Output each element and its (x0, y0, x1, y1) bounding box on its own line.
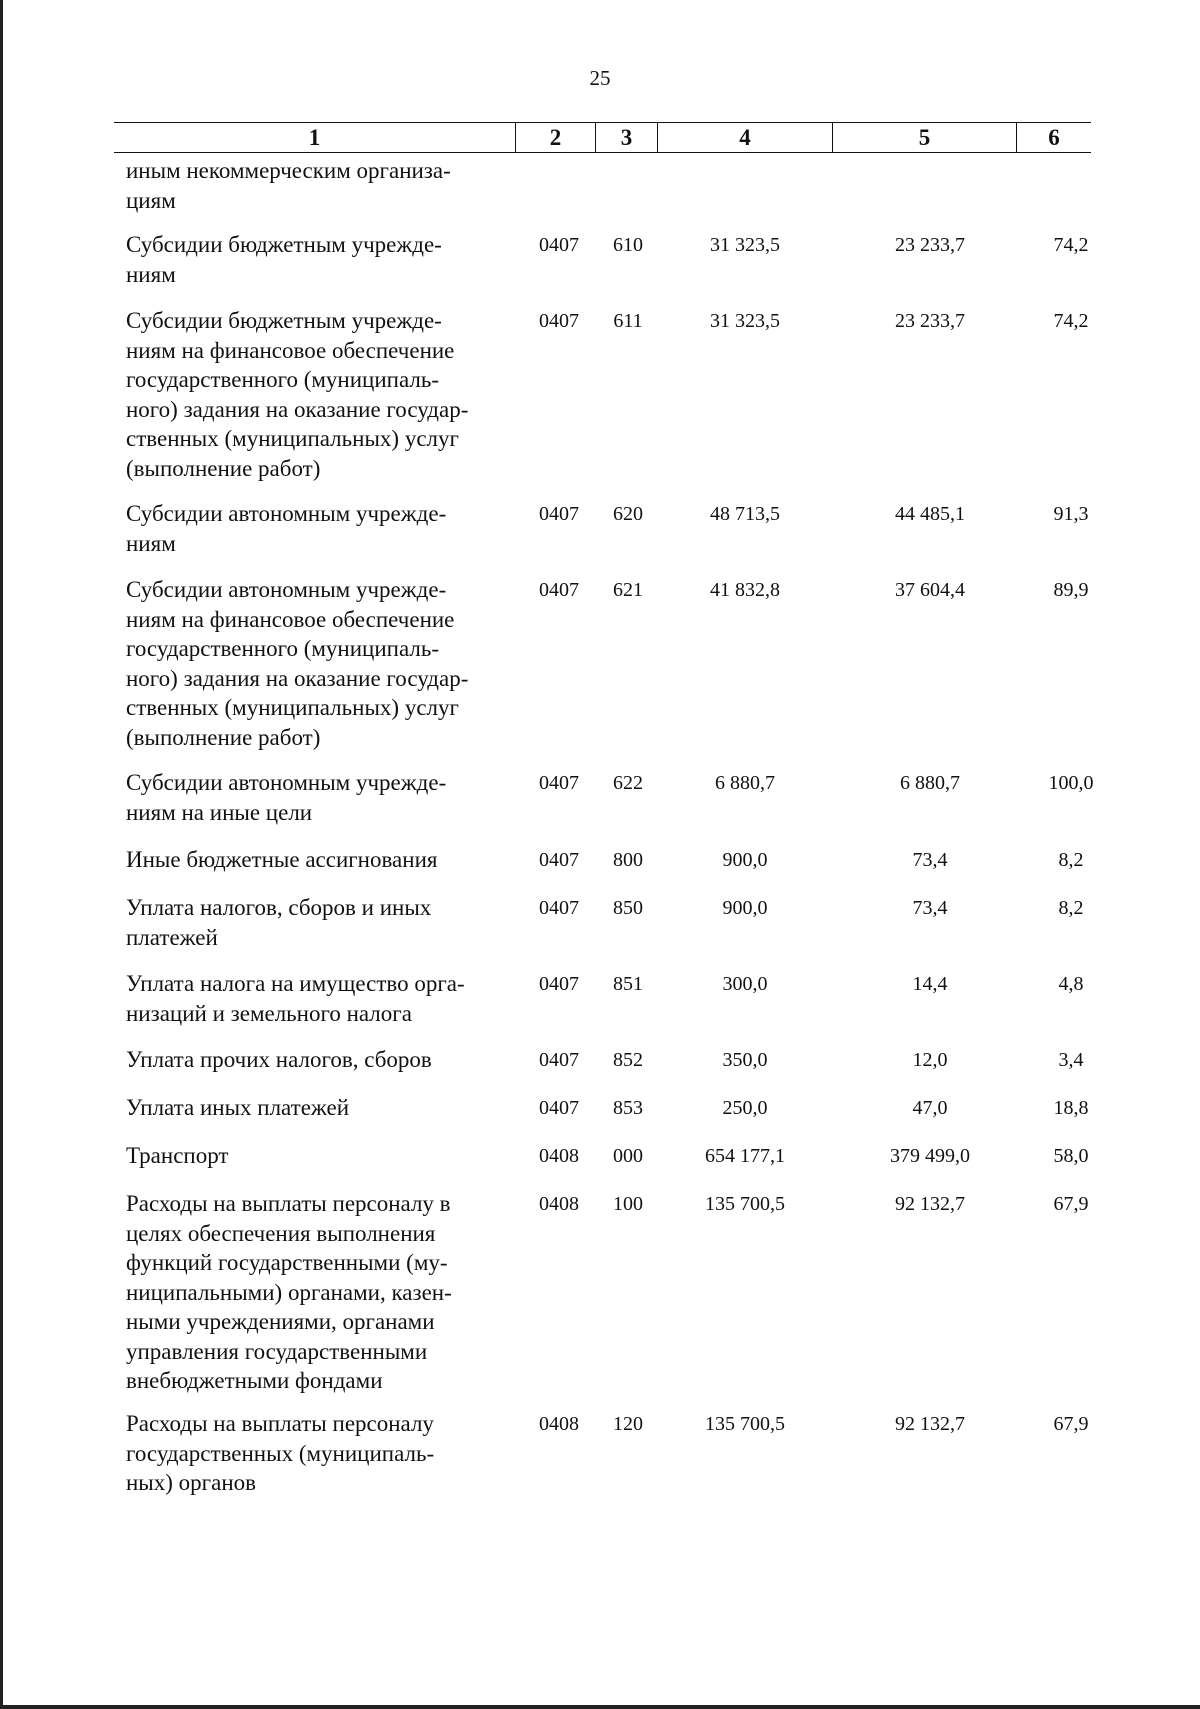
cell-col-4: 31 323,5 (710, 310, 780, 332)
cell-col-2: 0407 (539, 1097, 579, 1119)
cell-col-5: 73,4 (912, 849, 948, 871)
cell-col-3: 611 (613, 310, 643, 332)
cell-col-6: 4,8 (1058, 973, 1084, 995)
description-line: Уплата налогов, сборов и иных (126, 895, 432, 920)
cell-col-6: 67,9 (1053, 1193, 1089, 1215)
cell-col-3: 800 (613, 849, 643, 871)
cell-col-3: 850 (613, 897, 643, 919)
cell-col-4: 654 177,1 (705, 1145, 785, 1167)
description-line: управления государственными (126, 1338, 428, 1364)
description-line: целях обеспечения выполнения (126, 1220, 436, 1246)
description-line: ного) задания на оказание государ- (126, 396, 469, 422)
cell-col-3: 000 (613, 1145, 643, 1167)
description-line: функций государственными (му- (126, 1250, 448, 1275)
description-line: Субсидии автономным учрежде- (126, 501, 447, 526)
description-line: Расходы на выплаты персоналу (126, 1411, 434, 1436)
description-line: Иные бюджетные ассигнования (126, 847, 438, 872)
description-line: циям (126, 187, 176, 213)
cell-col-3: 621 (613, 579, 643, 601)
cell-col-6: 100,0 (1048, 772, 1094, 794)
row-description (126, 845, 507, 875)
description-line: ственных (муниципальных) услуг (126, 426, 459, 451)
description-line: ниям на финансовое обеспечение (126, 606, 455, 632)
description-line: ниям (126, 530, 176, 556)
row-description (126, 768, 507, 827)
scan-left-edge (0, 0, 3, 1709)
cell-col-6: 3,4 (1058, 1049, 1084, 1071)
description-line: ниям на иные цели (126, 799, 313, 825)
cell-col-2: 0407 (539, 310, 579, 332)
cell-col-3: 620 (613, 503, 643, 525)
cell-col-2: 0408 (539, 1413, 579, 1435)
description-line: Субсидии автономным учрежде- (126, 770, 447, 795)
cell-col-4: 300,0 (722, 973, 768, 995)
cell-col-4: 31 323,5 (710, 234, 780, 256)
row-description (126, 1409, 507, 1498)
description-line: Уплата прочих налогов, сборов (126, 1047, 432, 1072)
header-col-2: 2 (549, 125, 562, 150)
table-header (114, 122, 1091, 153)
cell-col-2: 0407 (539, 973, 579, 995)
row-description (126, 575, 507, 752)
row-description (126, 1093, 507, 1123)
cell-col-6: 89,9 (1053, 579, 1089, 601)
description-line: государственного (муниципаль- (126, 367, 440, 392)
cell-col-3: 610 (613, 234, 643, 256)
row-description (126, 156, 507, 215)
cell-col-2: 0407 (539, 579, 579, 601)
cell-col-3: 851 (613, 973, 643, 995)
description-line: внебюджетными фондами (126, 1368, 383, 1393)
cell-col-6: 91,3 (1053, 503, 1089, 525)
cell-col-5: 44 485,1 (895, 503, 965, 525)
cell-col-3: 622 (613, 772, 643, 794)
description-line: платежей (126, 924, 218, 950)
cell-col-6: 8,2 (1058, 897, 1084, 919)
description-line: Субсидии бюджетным учрежде- (126, 308, 442, 333)
cell-col-2: 0407 (539, 503, 579, 525)
description-line: (выполнение работ) (126, 724, 321, 750)
cell-col-4: 900,0 (722, 897, 768, 919)
cell-col-5: 12,0 (912, 1049, 948, 1071)
cell-col-5: 92 132,7 (895, 1193, 965, 1215)
row-description (126, 1189, 507, 1396)
description-line: Субсидии бюджетным учрежде- (126, 232, 442, 257)
cell-col-5: 23 233,7 (895, 310, 965, 332)
description-line: государственного (муниципаль- (126, 636, 440, 661)
row-description (126, 969, 507, 1028)
cell-col-4: 41 832,8 (710, 579, 780, 601)
description-line: Расходы на выплаты персоналу в (126, 1191, 451, 1216)
cell-col-2: 0407 (539, 234, 579, 256)
cell-col-5: 92 132,7 (895, 1413, 965, 1435)
description-line: (выполнение работ) (126, 455, 321, 481)
header-col-6: 6 (1048, 125, 1060, 150)
cell-col-2: 0407 (539, 1049, 579, 1071)
cell-col-6: 67,9 (1053, 1413, 1089, 1435)
description-line: ными учреждениями, органами (126, 1309, 435, 1334)
description-line: Транспорт (126, 1143, 229, 1168)
cell-col-4: 6 880,7 (715, 772, 775, 794)
row-description (126, 306, 507, 483)
cell-col-5: 47,0 (912, 1097, 948, 1119)
description-line: ниципальными) органами, казен- (126, 1279, 452, 1305)
row-description (126, 1045, 507, 1075)
description-line: Субсидии автономным учрежде- (126, 577, 447, 602)
row-description (126, 230, 507, 289)
description-line: ственных (муниципальных) услуг (126, 695, 459, 720)
cell-col-2: 0407 (539, 849, 579, 871)
cell-col-6: 74,2 (1053, 234, 1089, 256)
row-description (126, 499, 507, 558)
cell-col-6: 18,8 (1053, 1097, 1089, 1119)
description-line: государственных (муниципаль- (126, 1440, 435, 1466)
page-number: 25 (589, 66, 611, 90)
cell-col-6: 8,2 (1058, 849, 1084, 871)
cell-col-2: 0408 (539, 1193, 579, 1215)
cell-col-6: 74,2 (1053, 310, 1089, 332)
row-description (126, 893, 507, 952)
description-line: ниям на финансовое обеспечение (126, 337, 455, 363)
cell-col-4: 250,0 (722, 1097, 768, 1119)
cell-col-4: 135 700,5 (705, 1413, 785, 1435)
description-line: иным некоммерческим организа- (126, 158, 451, 183)
scan-bottom-edge (0, 1705, 1200, 1709)
cell-col-5: 379 499,0 (890, 1145, 970, 1167)
description-line: низаций и земельного налога (126, 1000, 412, 1026)
cell-col-4: 350,0 (722, 1049, 768, 1071)
cell-col-6: 58,0 (1053, 1145, 1089, 1167)
cell-col-3: 100 (613, 1193, 643, 1215)
cell-col-5: 37 604,4 (895, 579, 965, 601)
cell-col-4: 135 700,5 (705, 1193, 785, 1215)
cell-col-2: 0408 (539, 1145, 579, 1167)
header-col-5: 5 (918, 125, 931, 150)
description-line: ных) органов (126, 1470, 256, 1495)
cell-col-5: 73,4 (912, 897, 948, 919)
description-line: Уплата налога на имущество орга- (126, 971, 465, 996)
header-col-4: 4 (739, 125, 751, 150)
cell-col-2: 0407 (539, 772, 579, 794)
description-line: ниям (126, 261, 176, 287)
cell-col-4: 900,0 (722, 849, 768, 871)
row-description (126, 1141, 507, 1171)
header-col-3: 3 (620, 125, 633, 150)
cell-col-4: 48 713,5 (710, 503, 780, 525)
cell-col-2: 0407 (539, 897, 579, 919)
description-line: Уплата иных платежей (126, 1095, 350, 1120)
cell-col-5: 6 880,7 (900, 772, 960, 794)
cell-col-3: 853 (613, 1097, 643, 1119)
cell-col-5: 14,4 (912, 973, 948, 995)
cell-col-3: 852 (613, 1049, 643, 1071)
cell-col-5: 23 233,7 (895, 234, 965, 256)
cell-col-3: 120 (613, 1413, 643, 1435)
description-line: ного) задания на оказание государ- (126, 665, 469, 691)
header-col-1: 1 (308, 125, 321, 150)
